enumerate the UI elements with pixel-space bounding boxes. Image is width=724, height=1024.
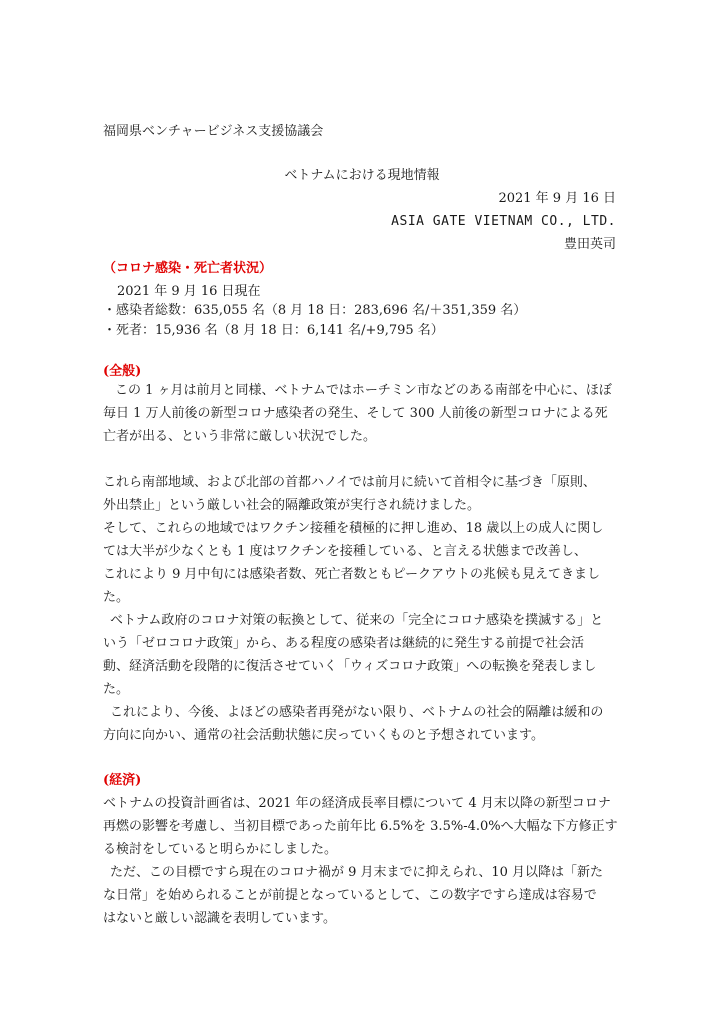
organization-name: 福岡県ベンチャービジネス支援協議会	[103, 124, 324, 139]
economy-paragraph-line: ベトナムの投資計画省は、2021 年の経済成長率目標について 4 月末以降の新型コロナ	[103, 796, 611, 811]
general-paragraph-line: ベトナム政府のコロナ対策の転換として、従来の「完全にコロナ感染を撲滅する」と	[110, 613, 604, 628]
general-paragraph-line: いう「ゼロコロナ政策」から、ある程度の感染者は継続的に発生する前提で社会活	[103, 636, 585, 651]
general-paragraph-line: 動、経済活動を段階的に復活させていく「ウィズコロナ政策」への転換を発表しまし	[103, 659, 597, 674]
general-paragraph-line: これにより、今後、よほどの感染者再発がない限り、ベトナムの社会的隔離は緩和の	[110, 705, 604, 720]
company-name: ASIA GATE VIETNAM CO., LTD.	[391, 214, 616, 229]
economy-paragraph-line: る検討をしていると明らかにしました。	[103, 842, 338, 857]
general-paragraph-line: 外出禁止」という厳しい社会的隔離政策が実行され続けました。	[103, 498, 481, 513]
covid-infections: ・感染者総数：635,055 名（8 月 18 日：283,696 名/＋351,359 名）	[103, 303, 527, 318]
general-paragraph-line: た。	[103, 682, 130, 697]
covid-section-heading: （コロナ感染・死亡者状況）	[103, 261, 273, 276]
economy-paragraph-line: ただ、この目標ですら現在のコロナ禍が 9 月末までに抑えられ、10 月以降は「新た	[110, 865, 603, 880]
general-paragraph-line: そして、これらの地域ではワクチン接種を積極的に押し進め、18 歳以上の成人に関し	[103, 521, 604, 536]
covid-deaths: ・死者：15,936 名（8 月 18 日：6,141 名/+9,795 名）	[103, 323, 444, 338]
general-paragraph-line: た。	[103, 590, 130, 605]
covid-as-of-date: 2021 年 9 月 16 日現在	[117, 284, 261, 299]
economy-paragraph-line: な日常」を始められることが前提となっているとして、この数字ですら達成は容易で	[103, 888, 597, 903]
general-paragraph-line: 亡者が出る、という非常に厳しい状況でした。	[103, 429, 377, 444]
general-paragraph-line: この 1 ヶ月は前月と同様、ベトナムではホーチミン市などのある南部を中心に、ほぼ	[115, 383, 612, 398]
general-paragraph-line: 方向に向かい、通常の社会活動状態に戻っていくものと予想されています。	[103, 728, 544, 743]
general-paragraph-line: これら南部地域、および北部の首都ハノイでは前月に続いて首相令に基づき「原則、	[103, 475, 596, 490]
general-paragraph-line: これにより 9 月中旬には感染者数、死亡者数ともピークアウトの兆候も見えてきまし	[103, 567, 601, 582]
document-date: 2021 年 9 月 16 日	[498, 191, 616, 206]
economy-paragraph-line: はないと厳しい認識を表明しています。	[103, 911, 336, 926]
economy-paragraph-line: 再燃の影響を考慮し、当初目標であった前年比 6.5%を 3.5%-4.0%へ大幅な下方修正す	[103, 819, 618, 834]
general-paragraph-line: ては大半が少なくとも 1 度はワクチンを接種している、と言える状態まで改善し、	[103, 544, 587, 559]
general-paragraph-line: 毎日 1 万人前後の新型コロナ感染者の発生、そして 300 人前後の新型コロナによる死	[103, 406, 608, 421]
author-name: 豊田英司	[563, 237, 616, 252]
economy-section-heading: (経済)	[103, 773, 142, 788]
general-section-heading: (全般)	[103, 364, 142, 379]
document-title: ベトナムにおける現地情報	[284, 168, 440, 183]
